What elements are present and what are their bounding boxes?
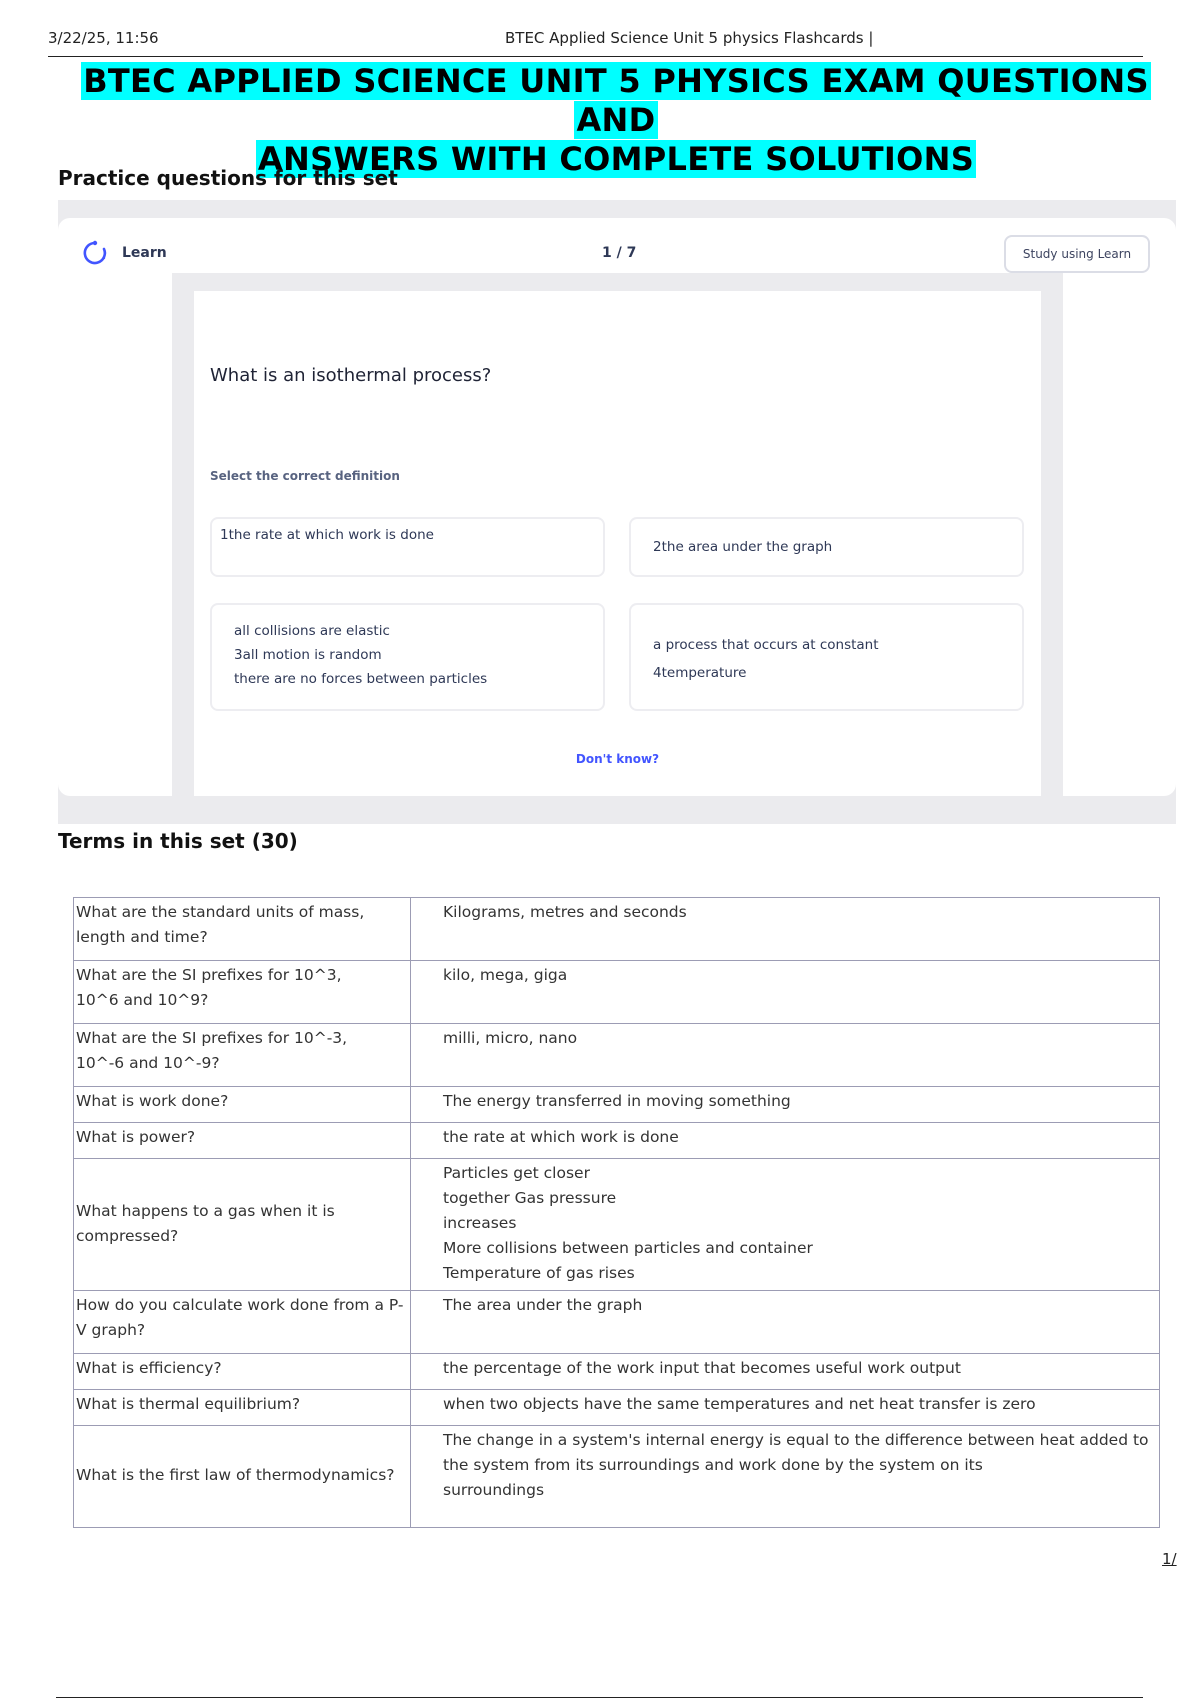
- table-row: [74, 1390, 1160, 1426]
- term-cell: What is work done?: [74, 1087, 411, 1123]
- term-cell: What is the first law of thermodynamics?: [74, 1426, 411, 1528]
- definition-cell: the rate at which work is done: [411, 1123, 1160, 1159]
- table-row: [74, 1123, 1160, 1159]
- term-cell: What is efficiency?: [74, 1354, 411, 1390]
- learn-loop-icon: [82, 240, 108, 266]
- term-cell: What is thermal equilibrium?: [74, 1390, 411, 1426]
- definition-cell: Particles get closer together Gas pressure increases More collisions between particles and container Temperature of gas rises: [411, 1159, 1160, 1291]
- table-row: [74, 898, 1160, 961]
- document-title-line-2: ANSWERS WITH COMPLETE SOLUTIONS: [257, 140, 975, 178]
- practice-heading: Practice questions for this set: [58, 166, 398, 190]
- table-row: [74, 1291, 1160, 1354]
- term-cell: What happens to a gas when it is compressed?: [74, 1159, 411, 1291]
- definition-cell: The energy transferred in moving something: [411, 1087, 1160, 1123]
- definition-cell: The change in a system's internal energy is equal to the difference between heat added to the system from its surroundings and work done by the system on its surroundings: [411, 1426, 1160, 1528]
- study-using-learn-button[interactable]: Study using Learn: [1004, 235, 1150, 273]
- learn-mode-label[interactable]: Learn: [122, 245, 167, 261]
- dont-know-link[interactable]: Don't know?: [575, 752, 660, 766]
- definition-cell: when two objects have the same temperatures and net heat transfer is zero: [411, 1390, 1160, 1426]
- answer-option-4[interactable]: a process that occurs at constant 4temperature: [629, 603, 1024, 711]
- definition-cell: The area under the graph: [411, 1291, 1160, 1354]
- question-progress: 1 / 7: [602, 245, 637, 261]
- term-cell: What are the SI prefixes for 10^3, 10^6 and 10^9?: [74, 961, 411, 1024]
- question-instruction: Select the correct definition: [210, 469, 400, 483]
- term-cell: How do you calculate work done from a P- V graph?: [74, 1291, 411, 1354]
- page-number: 1/: [1162, 1550, 1177, 1568]
- table-row: [74, 1354, 1160, 1390]
- answer-option-1[interactable]: 1the rate at which work is done: [210, 517, 605, 577]
- definition-cell: Kilograms, metres and seconds: [411, 898, 1160, 961]
- definition-cell: the percentage of the work input that becomes useful work output: [411, 1354, 1160, 1390]
- term-cell: What are the standard units of mass, length and time?: [74, 898, 411, 961]
- footer-divider: [56, 1697, 1143, 1698]
- terms-heading: Terms in this set (30): [58, 829, 298, 853]
- document-title-line-1: BTEC APPLIED SCIENCE UNIT 5 PHYSICS EXAM QUESTIONS AND: [83, 62, 1149, 139]
- definition-cell: milli, micro, nano: [411, 1024, 1160, 1087]
- practice-card: [58, 218, 1176, 796]
- answer-option-3[interactable]: all collisions are elastic 3all motion is random there are no forces between particles: [210, 603, 605, 711]
- definition-cell: kilo, mega, giga: [411, 961, 1160, 1024]
- question-card: [194, 291, 1041, 796]
- answer-option-2[interactable]: 2the area under the graph: [629, 517, 1024, 577]
- table-row: [74, 1426, 1160, 1528]
- header-divider: [48, 56, 1143, 57]
- terms-table: [73, 897, 1160, 1528]
- term-cell: What are the SI prefixes for 10^-3, 10^-6 and 10^-9?: [74, 1024, 411, 1087]
- table-row: [74, 1024, 1160, 1087]
- term-cell: What is power?: [74, 1123, 411, 1159]
- table-row: [74, 1159, 1160, 1291]
- practice-widget: [58, 200, 1176, 824]
- header-datetime: 3/22/25, 11:56: [48, 29, 159, 47]
- document-title: [40, 62, 1192, 179]
- table-row: [74, 1087, 1160, 1123]
- table-row: [74, 961, 1160, 1024]
- question-text: What is an isothermal process?: [210, 365, 492, 386]
- header-doc-title: BTEC Applied Science Unit 5 physics Flashcards |: [505, 29, 874, 47]
